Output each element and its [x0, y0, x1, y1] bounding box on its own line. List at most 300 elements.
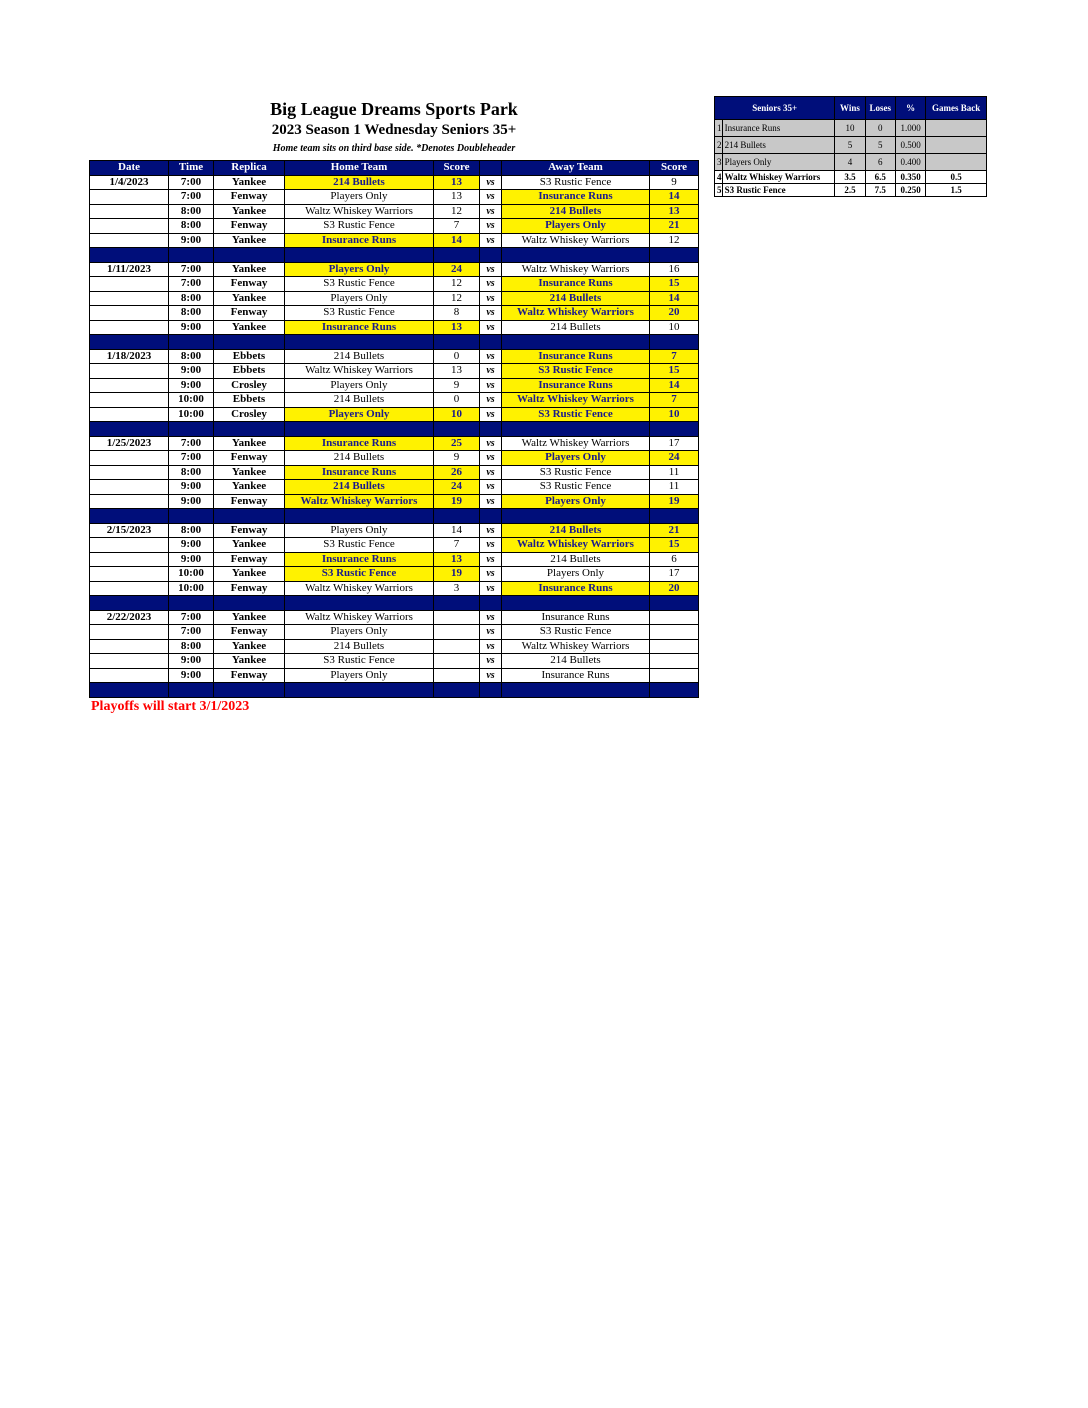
away-team: Insurance Runs — [502, 610, 650, 625]
vs-label: vs — [480, 581, 502, 596]
game-replica: Yankee — [214, 567, 285, 582]
away-team: S3 Rustic Fence — [502, 625, 650, 640]
game-time: 7:00 — [169, 610, 214, 625]
standings-games-back — [926, 137, 987, 154]
game-date-empty — [90, 306, 169, 321]
standings-row — [715, 120, 987, 137]
game-row — [90, 610, 699, 625]
game-date-empty — [90, 552, 169, 567]
home-team: Players Only — [285, 291, 434, 306]
vs-label: vs — [480, 625, 502, 640]
game-replica: Fenway — [214, 219, 285, 234]
away-team: Waltz Whiskey Warriors — [502, 262, 650, 277]
home-team: Players Only — [285, 625, 434, 640]
away-team: 214 Bullets — [502, 291, 650, 306]
game-replica: Ebbets — [214, 393, 285, 408]
game-replica: Fenway — [214, 668, 285, 683]
standings-header-division: Seniors 35+ — [715, 97, 835, 120]
game-date: 2/15/2023 — [90, 523, 169, 538]
game-time: 9:00 — [169, 538, 214, 553]
game-replica: Yankee — [214, 233, 285, 248]
separator-cell — [169, 248, 214, 263]
away-score: 12 — [650, 233, 699, 248]
home-team: Waltz Whiskey Warriors — [285, 581, 434, 596]
separator-cell — [285, 422, 434, 437]
separator-cell — [169, 683, 214, 698]
standings-wins: 3.5 — [835, 171, 865, 184]
vs-label: vs — [480, 349, 502, 364]
away-team: Players Only — [502, 451, 650, 466]
away-score: 24 — [650, 451, 699, 466]
game-row — [90, 625, 699, 640]
away-team: Insurance Runs — [502, 190, 650, 205]
standings-rank: 2 — [715, 137, 723, 154]
standings-row — [715, 154, 987, 171]
standings-header-row — [715, 97, 987, 120]
game-time: 8:00 — [169, 204, 214, 219]
game-date-empty — [90, 291, 169, 306]
away-team: S3 Rustic Fence — [502, 175, 650, 190]
home-team: S3 Rustic Fence — [285, 654, 434, 669]
standings-header-pct: % — [895, 97, 925, 120]
vs-label: vs — [480, 277, 502, 292]
away-team: S3 Rustic Fence — [502, 407, 650, 422]
vs-label: vs — [480, 407, 502, 422]
column-header-time: Time — [169, 161, 214, 176]
separator-cell — [434, 683, 480, 698]
game-row — [90, 262, 699, 277]
away-score: 20 — [650, 581, 699, 596]
standings-wins: 4 — [835, 154, 865, 171]
home-team: 214 Bullets — [285, 393, 434, 408]
game-row — [90, 480, 699, 495]
separator-cell — [502, 509, 650, 524]
game-replica: Yankee — [214, 291, 285, 306]
home-score: 25 — [434, 436, 480, 451]
game-replica: Crosley — [214, 407, 285, 422]
away-team: S3 Rustic Fence — [502, 465, 650, 480]
vs-label: vs — [480, 175, 502, 190]
home-score: 10 — [434, 407, 480, 422]
home-team: S3 Rustic Fence — [285, 538, 434, 553]
vs-label: vs — [480, 639, 502, 654]
home-score: 7 — [434, 538, 480, 553]
away-score: 10 — [650, 320, 699, 335]
standings-rank: 4 — [715, 171, 723, 184]
standings-rank: 3 — [715, 154, 723, 171]
standings-header-loses: Loses — [865, 97, 895, 120]
away-score — [650, 639, 699, 654]
standings-wins: 10 — [835, 120, 865, 137]
game-date-empty — [90, 567, 169, 582]
vs-label: vs — [480, 523, 502, 538]
home-team: Insurance Runs — [285, 552, 434, 567]
game-date-empty — [90, 190, 169, 205]
away-team: Waltz Whiskey Warriors — [502, 393, 650, 408]
game-row — [90, 668, 699, 683]
week-separator-row — [90, 248, 699, 263]
standings-team: 214 Bullets — [722, 137, 835, 154]
week-separator-row — [90, 683, 699, 698]
game-date-empty — [90, 233, 169, 248]
game-time: 8:00 — [169, 465, 214, 480]
away-score: 19 — [650, 494, 699, 509]
standings-team: Insurance Runs — [722, 120, 835, 137]
vs-label: vs — [480, 451, 502, 466]
game-time: 9:00 — [169, 320, 214, 335]
game-date: 1/4/2023 — [90, 175, 169, 190]
vs-label: vs — [480, 190, 502, 205]
game-time: 9:00 — [169, 552, 214, 567]
game-replica: Yankee — [214, 639, 285, 654]
standings-body — [715, 120, 987, 197]
separator-cell — [480, 335, 502, 350]
game-time: 8:00 — [169, 523, 214, 538]
game-date: 2/22/2023 — [90, 610, 169, 625]
game-row — [90, 204, 699, 219]
home-score: 13 — [434, 320, 480, 335]
standings-header-wins: Wins — [835, 97, 865, 120]
header-note: Home team sits on third base side. *Denotes Doubleheader — [272, 143, 516, 154]
game-row — [90, 306, 699, 321]
game-time: 10:00 — [169, 393, 214, 408]
separator-cell — [434, 248, 480, 263]
game-row — [90, 538, 699, 553]
home-team: Insurance Runs — [285, 465, 434, 480]
game-row — [90, 349, 699, 364]
game-row — [90, 552, 699, 567]
vs-label: vs — [480, 567, 502, 582]
home-score — [434, 639, 480, 654]
game-row — [90, 407, 699, 422]
game-date-empty — [90, 378, 169, 393]
schedule-header-row — [90, 161, 699, 176]
vs-label: vs — [480, 552, 502, 567]
away-team: Waltz Whiskey Warriors — [502, 538, 650, 553]
game-row — [90, 233, 699, 248]
game-replica: Yankee — [214, 320, 285, 335]
home-score: 26 — [434, 465, 480, 480]
away-score: 15 — [650, 364, 699, 379]
standings-wins: 5 — [835, 137, 865, 154]
away-score — [650, 654, 699, 669]
game-date-empty — [90, 451, 169, 466]
away-team: Players Only — [502, 567, 650, 582]
schedule-table — [89, 160, 699, 698]
game-row — [90, 523, 699, 538]
separator-cell — [434, 422, 480, 437]
game-date-empty — [90, 494, 169, 509]
separator-cell — [214, 422, 285, 437]
game-date-empty — [90, 625, 169, 640]
standings-header-games-back: Games Back — [926, 97, 987, 120]
separator-cell — [650, 248, 699, 263]
away-team: 214 Bullets — [502, 523, 650, 538]
game-replica: Yankee — [214, 204, 285, 219]
separator-cell — [90, 335, 169, 350]
separator-cell — [480, 683, 502, 698]
column-header-replica: Replica — [214, 161, 285, 176]
week-separator-row — [90, 422, 699, 437]
home-team: Insurance Runs — [285, 320, 434, 335]
away-score: 21 — [650, 523, 699, 538]
away-score: 6 — [650, 552, 699, 567]
vs-label: vs — [480, 291, 502, 306]
game-replica: Fenway — [214, 552, 285, 567]
separator-cell — [650, 422, 699, 437]
separator-cell — [480, 509, 502, 524]
vs-label: vs — [480, 378, 502, 393]
game-time: 8:00 — [169, 291, 214, 306]
away-team: 214 Bullets — [502, 654, 650, 669]
game-date-empty — [90, 639, 169, 654]
game-time: 8:00 — [169, 306, 214, 321]
game-date-empty — [90, 581, 169, 596]
game-date-empty — [90, 277, 169, 292]
game-replica: Fenway — [214, 277, 285, 292]
game-replica: Yankee — [214, 654, 285, 669]
home-score: 13 — [434, 552, 480, 567]
home-team: Insurance Runs — [285, 436, 434, 451]
game-row — [90, 654, 699, 669]
game-time: 8:00 — [169, 219, 214, 234]
away-team: Waltz Whiskey Warriors — [502, 436, 650, 451]
game-replica: Fenway — [214, 625, 285, 640]
home-score: 12 — [434, 204, 480, 219]
standings-team: S3 Rustic Fence — [722, 184, 835, 197]
separator-cell — [502, 422, 650, 437]
game-row — [90, 364, 699, 379]
game-time: 7:00 — [169, 451, 214, 466]
game-time: 8:00 — [169, 349, 214, 364]
game-date-empty — [90, 538, 169, 553]
game-time: 7:00 — [169, 175, 214, 190]
vs-label: vs — [480, 320, 502, 335]
away-team: Insurance Runs — [502, 378, 650, 393]
away-score — [650, 610, 699, 625]
home-score: 14 — [434, 523, 480, 538]
game-replica: Fenway — [214, 523, 285, 538]
standings-games-back — [926, 154, 987, 171]
home-score: 9 — [434, 378, 480, 393]
game-time: 10:00 — [169, 567, 214, 582]
game-date-empty — [90, 654, 169, 669]
separator-cell — [650, 509, 699, 524]
vs-label: vs — [480, 393, 502, 408]
home-score: 24 — [434, 480, 480, 495]
away-team: 214 Bullets — [502, 320, 650, 335]
vs-label: vs — [480, 204, 502, 219]
standings-wins: 2.5 — [835, 184, 865, 197]
home-score: 12 — [434, 277, 480, 292]
separator-cell — [434, 596, 480, 611]
away-team: 214 Bullets — [502, 204, 650, 219]
separator-cell — [214, 248, 285, 263]
separator-cell — [169, 596, 214, 611]
home-team: 214 Bullets — [285, 480, 434, 495]
away-score: 7 — [650, 349, 699, 364]
vs-label: vs — [480, 364, 502, 379]
home-score: 3 — [434, 581, 480, 596]
game-replica: Ebbets — [214, 349, 285, 364]
home-score — [434, 654, 480, 669]
game-replica: Yankee — [214, 465, 285, 480]
game-time: 9:00 — [169, 364, 214, 379]
home-score — [434, 625, 480, 640]
home-score: 13 — [434, 364, 480, 379]
game-replica: Fenway — [214, 190, 285, 205]
week-separator-row — [90, 509, 699, 524]
game-time: 9:00 — [169, 654, 214, 669]
vs-label: vs — [480, 480, 502, 495]
away-score: 13 — [650, 204, 699, 219]
separator-cell — [650, 683, 699, 698]
game-time: 8:00 — [169, 639, 214, 654]
game-date-empty — [90, 465, 169, 480]
away-score: 11 — [650, 480, 699, 495]
home-team: 214 Bullets — [285, 451, 434, 466]
home-team: Waltz Whiskey Warriors — [285, 494, 434, 509]
home-team: Waltz Whiskey Warriors — [285, 204, 434, 219]
separator-cell — [650, 596, 699, 611]
separator-cell — [480, 596, 502, 611]
vs-label: vs — [480, 465, 502, 480]
standings-loses: 6.5 — [865, 171, 895, 184]
home-score: 13 — [434, 175, 480, 190]
home-score: 9 — [434, 451, 480, 466]
separator-cell — [214, 596, 285, 611]
separator-cell — [285, 596, 434, 611]
separator-cell — [480, 248, 502, 263]
separator-cell — [169, 422, 214, 437]
away-score: 7 — [650, 393, 699, 408]
away-team: Insurance Runs — [502, 668, 650, 683]
column-header-away-score: Score — [650, 161, 699, 176]
home-score: 8 — [434, 306, 480, 321]
standings-pct: 0.250 — [895, 184, 925, 197]
separator-cell — [502, 248, 650, 263]
game-replica: Fenway — [214, 451, 285, 466]
game-date-empty — [90, 480, 169, 495]
away-team: Insurance Runs — [502, 581, 650, 596]
home-score: 14 — [434, 233, 480, 248]
home-score: 19 — [434, 567, 480, 582]
home-team: Players Only — [285, 523, 434, 538]
away-score: 9 — [650, 175, 699, 190]
week-separator-row — [90, 335, 699, 350]
game-replica: Fenway — [214, 494, 285, 509]
game-row — [90, 567, 699, 582]
away-score: 10 — [650, 407, 699, 422]
game-time: 9:00 — [169, 378, 214, 393]
game-row — [90, 393, 699, 408]
standings-games-back: 1.5 — [926, 184, 987, 197]
home-score: 24 — [434, 262, 480, 277]
away-score — [650, 668, 699, 683]
column-header-vs — [480, 161, 502, 176]
separator-cell — [285, 683, 434, 698]
standings-row — [715, 137, 987, 154]
game-replica: Yankee — [214, 436, 285, 451]
standings-pct: 0.350 — [895, 171, 925, 184]
away-score: 16 — [650, 262, 699, 277]
game-replica: Fenway — [214, 306, 285, 321]
game-row — [90, 378, 699, 393]
vs-label: vs — [480, 219, 502, 234]
away-score: 15 — [650, 277, 699, 292]
away-score: 14 — [650, 190, 699, 205]
away-score: 20 — [650, 306, 699, 321]
separator-cell — [285, 248, 434, 263]
standings-row — [715, 184, 987, 197]
separator-cell — [169, 335, 214, 350]
separator-cell — [90, 422, 169, 437]
separator-cell — [502, 335, 650, 350]
game-replica: Crosley — [214, 378, 285, 393]
game-row — [90, 291, 699, 306]
game-date-empty — [90, 219, 169, 234]
column-header-home-score: Score — [434, 161, 480, 176]
game-date-empty — [90, 407, 169, 422]
home-team: 214 Bullets — [285, 639, 434, 654]
game-date-empty — [90, 668, 169, 683]
game-replica: Yankee — [214, 610, 285, 625]
away-team: Insurance Runs — [502, 349, 650, 364]
away-score: 14 — [650, 291, 699, 306]
separator-cell — [90, 248, 169, 263]
home-team: Waltz Whiskey Warriors — [285, 364, 434, 379]
game-row — [90, 190, 699, 205]
game-time: 10:00 — [169, 581, 214, 596]
home-team: Waltz Whiskey Warriors — [285, 610, 434, 625]
home-team: Players Only — [285, 378, 434, 393]
page-title: Big League Dreams Sports Park — [270, 99, 518, 119]
game-time: 9:00 — [169, 480, 214, 495]
home-score: 0 — [434, 349, 480, 364]
separator-cell — [214, 683, 285, 698]
standings-pct: 0.500 — [895, 137, 925, 154]
separator-cell — [169, 509, 214, 524]
separator-cell — [502, 683, 650, 698]
separator-cell — [434, 335, 480, 350]
away-team: Waltz Whiskey Warriors — [502, 233, 650, 248]
home-team: 214 Bullets — [285, 175, 434, 190]
away-team: Players Only — [502, 494, 650, 509]
home-team: S3 Rustic Fence — [285, 219, 434, 234]
standings-pct: 1.000 — [895, 120, 925, 137]
game-replica: Ebbets — [214, 364, 285, 379]
away-team: Waltz Whiskey Warriors — [502, 306, 650, 321]
vs-label: vs — [480, 538, 502, 553]
game-time: 9:00 — [169, 233, 214, 248]
away-score: 11 — [650, 465, 699, 480]
separator-cell — [90, 509, 169, 524]
home-score: 12 — [434, 291, 480, 306]
home-team: Insurance Runs — [285, 233, 434, 248]
home-score: 13 — [434, 190, 480, 205]
game-time: 7:00 — [169, 436, 214, 451]
game-time: 9:00 — [169, 668, 214, 683]
home-score: 7 — [434, 219, 480, 234]
game-date: 1/18/2023 — [90, 349, 169, 364]
standings-rank: 1 — [715, 120, 723, 137]
separator-cell — [90, 683, 169, 698]
game-date: 1/25/2023 — [90, 436, 169, 451]
separator-cell — [480, 422, 502, 437]
away-score: 17 — [650, 436, 699, 451]
game-date-empty — [90, 393, 169, 408]
standings-table — [714, 96, 987, 197]
